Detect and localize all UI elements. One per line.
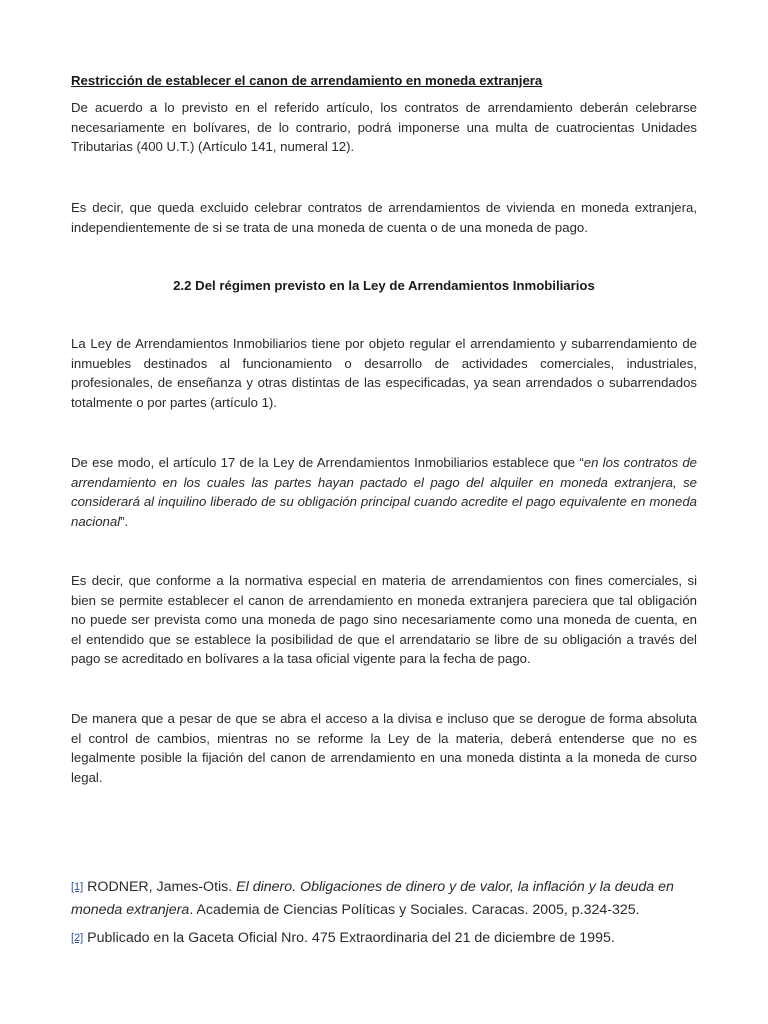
- footnote-2-link[interactable]: [2]: [71, 932, 84, 944]
- section-heading-2-2: 2.2 Del régimen previsto en la Ley de Arrendamientos Inmobiliarios: [173, 278, 595, 293]
- article-17-tail: ”.: [120, 513, 129, 529]
- footnote-1-publisher: . Academia de Ciencias Políticas y Sociales. Caracas. 2005, p.324-325.: [189, 901, 640, 918]
- footnote-1-author: RODNER, James-Otis.: [83, 879, 237, 895]
- paragraph-commercial-norms: Es decir, que conforme a la normativa especial en materia de arrendamientos con fines comerciales, si bien se permite establecer el canon de arrendamiento en moneda extranjera pareciera que tal obligación no puede ser prevista como una moneda de pago sino necesariamente como una moneda de cuenta, en el entendido que se establece la posibilidad de que el arrendatario se libre de su obligación a través del pago se acreditado en bolívares a la tasa oficial vigente para la fecha de pago.: [71, 573, 697, 667]
- footnote-1: [71, 876, 697, 921]
- paragraph-conclusion: De manera que a pesar de que se abra el acceso a la divisa e incluso que se derogue de forma absoluta el control de cambios, mientras no se reforme la Ley de la materia, deberá entenderse que no es legalmente posible la fijación del canon de arrendamiento en una moneda distinta a la moneda de curso legal.: [71, 711, 697, 785]
- footnote-2: [71, 927, 697, 950]
- footnote-2-text: Publicado en la Gaceta Oficial Nro. 475 Extraordinaria del 21 de diciembre de 1995.: [83, 930, 615, 946]
- footnote-1-link[interactable]: [1]: [71, 881, 84, 893]
- paragraph-exclusion: Es decir, que queda excluido celebrar contratos de arrendamientos de vivienda en moneda extranjera, independientemente de si se trata de una moneda de cuenta o de una moneda de pago.: [71, 200, 697, 235]
- article-17-quote: en los contratos de arrendamiento en los cuales las partes hayan pactado el pago del alquiler en moneda extranjera, se considerará al inquilino liberado de su obligación principal cuando acredite el pago equivalente en moneda nacional: [71, 455, 697, 529]
- paragraph-article-17: [71, 453, 697, 531]
- paragraph-law-object: La Ley de Arrendamientos Inmobiliarios tiene por objeto regular el arrendamiento y subarrendamiento de inmuebles destinados al funcionamiento o desarrollo de actividades comerciales, industriales, profesionales, de enseñanza y otras distintas de las especificadas, ya sean arrendados o subarrendados totalmente o por partes (artículo 1).: [71, 336, 697, 410]
- article-17-lead: De ese modo, el artículo 17 de la Ley de Arrendamientos Inmobiliarios establece que “: [71, 455, 584, 470]
- footnote-1-title: El dinero. Obligaciones de dinero y de valor, la inflación y la deuda en moneda extranjera: [71, 879, 674, 918]
- restriction-heading: Restricción de establecer el canon de arrendamiento en moneda extranjera: [71, 73, 543, 88]
- paragraph-penalty: De acuerdo a lo previsto en el referido artículo, los contratos de arrendamiento deberán celebrarse necesariamente en bolívares, de lo contrario, podrá imponerse una multa de cuatrocientas Unidades Tributarias (400 U.T.) (Artículo 141, numeral 12).: [71, 100, 697, 155]
